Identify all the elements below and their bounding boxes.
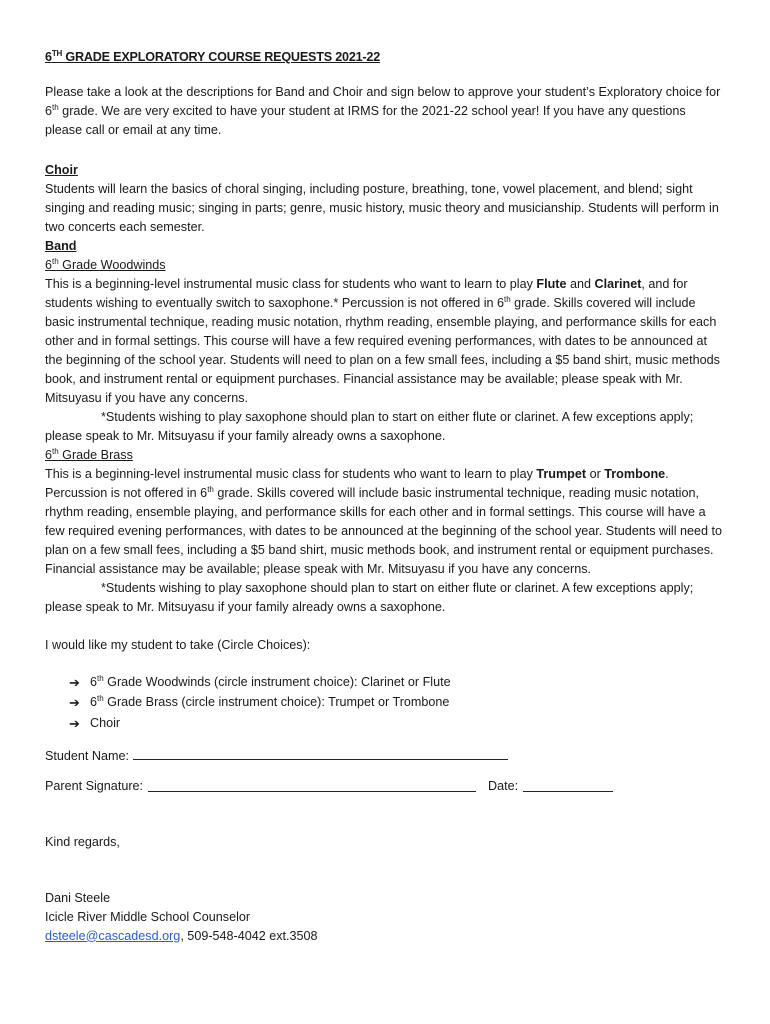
parent-signature-row — [45, 777, 725, 796]
arrow-right-icon: ➔ — [69, 715, 80, 731]
signer-title: Icicle River Middle School Counselor — [45, 909, 251, 924]
woodwinds-saxophone-note: *Students wishing to play saxophone should plan to start on either flute or clarinet. A few exceptions apply; please speak to Mr. Mitsuyasu if your family already owns a saxophone. — [45, 410, 694, 443]
email-link[interactable]: dsteele@cascadesd.org — [45, 928, 181, 943]
student-name-label: Student Name: — [45, 748, 130, 763]
choice-brass-label: 6th Grade Brass (circle instrument choice): Trumpet or Trombone — [90, 694, 450, 710]
parent-signature-field[interactable] — [148, 777, 476, 792]
phone-number: , 509-548-4042 ext.3508 — [180, 928, 318, 943]
closing-salutation: Kind regards, — [45, 834, 120, 849]
choice-list — [69, 672, 725, 734]
contact-line — [45, 927, 725, 946]
choir-description: Students will learn the basics of choral singing, including posture, breathing, tone, vowel placement, and blend; sight singing and reading music; singing in parts; genre, music history, music theory and musicianship. Students will perform in two concerts each semester. — [45, 182, 719, 234]
intro-paragraph: Please take a look at the descriptions for Band and Choir and sign below to approve your student’s Exploratory choice for 6th grade. We are very excited to have your student at IRMS for the 2021-22 school year! If you have any questions please call or email at any time. — [45, 85, 721, 137]
date-field[interactable] — [523, 777, 613, 792]
request-instruction: I would like my student to take (Circle Choices): — [45, 638, 311, 652]
arrow-right-icon: ➔ — [69, 695, 80, 711]
student-name-row — [45, 745, 725, 766]
brass-saxophone-note: *Students wishing to play saxophone should plan to start on either flute or clarinet. A few exceptions apply; please speak to Mr. Mitsuyasu if your family already owns a saxophone. — [45, 581, 694, 614]
brass-description: This is a beginning-level instrumental music class for students who want to learn to play Trumpet or Trombone. Percussion is not offered in 6th grade. Skills covered will include basic instrumental technique, reading music notation, rhythm reading, ensemble playing, and performance skills for each other and in formal settings. This course will have a few required evening performances, with dates to be announced at the beginning of the school year. Students will need to plan on a few small fees, including a $5 band shirt, music methods book, and instrument rental or equipment purchases. Financial assistance may be available; please speak with Mr. Mitsuyasu if you have any concerns. — [45, 467, 723, 576]
date-label: Date: — [488, 778, 519, 793]
choice-choir[interactable] — [69, 713, 725, 734]
woodwinds-description: This is a beginning-level instrumental music class for students who want to learn to play Flute and Clarinet, and for students wishing to eventually switch to saxophone.* Percussion is not offered in 6th grade. Skills covered will include basic instrumental technique, reading music notation, rhythm reading, ensemble playing, and performance skills for each other and in formal settings. This course will have a few required evening performances, with dates to be announced at the beginning of the school year. Students will need to plan on a few small fees, including a $5 band shirt, music methods book, and instrument rental or equipment purchases. Financial assistance may be available; please speak with Mr. Mitsuyasu if you have any concerns. — [45, 277, 720, 405]
signer-name: Dani Steele — [45, 890, 111, 905]
woodwinds-subheading: 6th Grade Woodwinds — [45, 257, 166, 272]
arrow-right-icon: ➔ — [69, 674, 80, 690]
band-heading: Band — [45, 239, 77, 253]
page-title: 6TH GRADE EXPLORATORY COURSE REQUESTS 2021-22 — [45, 49, 381, 64]
choice-woodwinds[interactable] — [69, 672, 725, 693]
student-name-field[interactable] — [133, 745, 508, 760]
choice-choir-label: Choir — [90, 715, 121, 730]
choice-woodwinds-label: 6th Grade Woodwinds (circle instrument choice): Clarinet or Flute — [90, 673, 451, 689]
choir-heading: Choir — [45, 163, 78, 177]
brass-subheading: 6th Grade Brass — [45, 447, 133, 462]
parent-signature-label: Parent Signature: — [45, 778, 144, 793]
document-page — [45, 48, 725, 946]
choice-brass[interactable] — [69, 693, 725, 714]
